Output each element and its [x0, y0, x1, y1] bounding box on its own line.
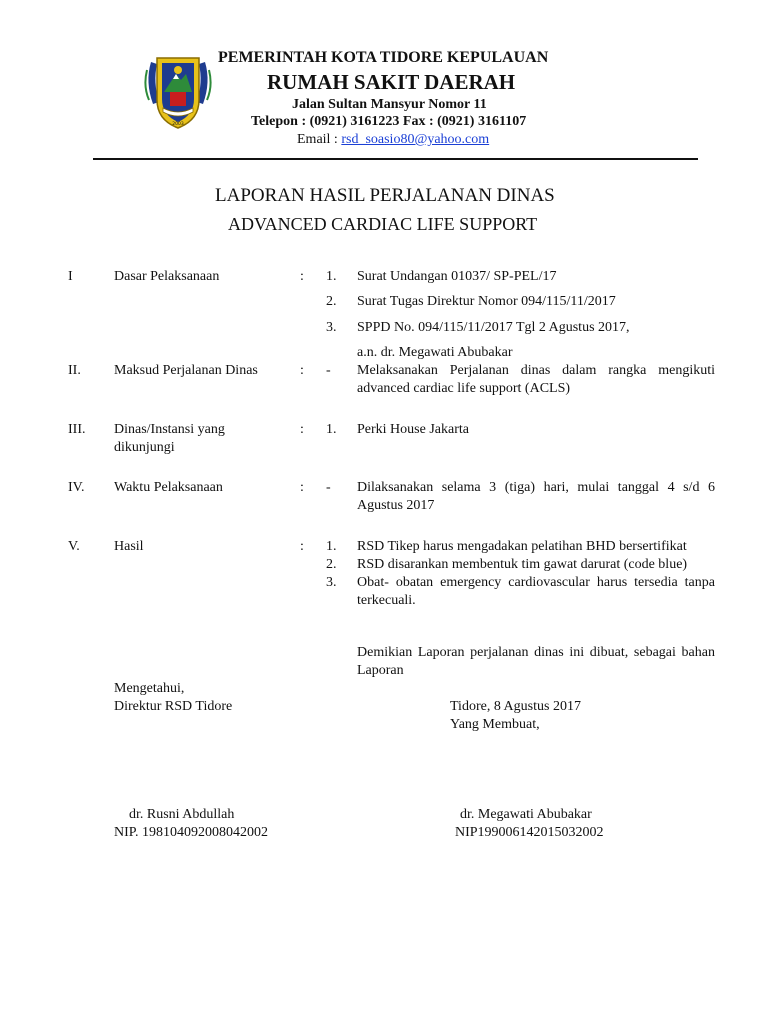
item-text: Melaksanakan Perjalanan dinas dalam rangka mengikuti advanced cardiac life support (ACLS)	[357, 363, 715, 396]
section-number: I	[68, 269, 73, 284]
sign-right-nip: NIP199006142015032002	[455, 825, 604, 840]
email-label: Email :	[297, 132, 342, 147]
item-text: Surat Undangan 01037/ SP-PEL/17	[357, 269, 557, 284]
item-marker: 3.	[326, 575, 337, 590]
item-marker: 1.	[326, 422, 337, 437]
section-label: Maksud Perjalanan Dinas	[114, 363, 258, 378]
header-phone: Telepon : (0921) 3161223 Fax : (0921) 3161107	[251, 114, 527, 129]
section-colon: :	[300, 422, 304, 437]
item-text: Dilaksanakan selama 3 (tiga) hari, mulai tanggal 4 s/d 6 Agustus 2017	[357, 480, 715, 513]
item-note: a.n. dr. Megawati Abubakar	[357, 345, 513, 360]
sign-left-line1: Mengetahui,	[114, 681, 185, 696]
city-emblem-logo	[143, 52, 213, 132]
section-label: Dinas/Instansi yang dikunjungi	[114, 422, 225, 455]
section-colon: :	[300, 363, 304, 378]
item-marker: -	[326, 480, 331, 495]
section-label: Hasil	[114, 539, 144, 554]
item-marker: -	[326, 363, 331, 378]
sign-right-line2: Yang Membuat,	[450, 717, 540, 732]
section-number: III.	[68, 422, 86, 437]
section-number: V.	[68, 539, 80, 554]
header-address: Jalan Sultan Mansyur Nomor 11	[292, 97, 487, 112]
item-text: Obat- obatan emergency cardiovascular harus tersedia tanpa terkecuali.	[357, 575, 715, 608]
sign-left-line2: Direktur RSD Tidore	[114, 699, 233, 714]
sign-right-name: dr. Megawati Abubakar	[460, 807, 592, 822]
item-marker: 2.	[326, 557, 337, 572]
section-label: Waktu Pelaksanaan	[114, 480, 223, 495]
section-number: II.	[68, 363, 81, 378]
item-marker: 3.	[326, 320, 337, 335]
logo-year: 2003	[172, 122, 184, 127]
section-colon: :	[300, 539, 304, 554]
sign-right-line1: Tidore, 8 Agustus 2017	[450, 699, 581, 714]
sign-left-name: dr. Rusni Abdullah	[129, 807, 235, 822]
header-government: PEMERINTAH KOTA TIDORE KEPULAUAN	[218, 49, 549, 66]
sign-left-nip: NIP. 198104092008042002	[114, 825, 269, 840]
item-marker: 1.	[326, 269, 337, 284]
document-subtitle: ADVANCED CARDIAC LIFE SUPPORT	[228, 214, 538, 234]
item-text: RSD Tikep harus mengadakan pelatihan BHD bersertifikat	[357, 539, 687, 554]
item-marker: 2.	[326, 294, 337, 309]
header-divider	[93, 158, 698, 160]
item-marker: 1.	[326, 539, 337, 554]
item-text: RSD disarankan membentuk tim gawat darurat (code blue)	[357, 557, 688, 572]
item-text: Perki House Jakarta	[357, 422, 469, 437]
header-hospital: RUMAH SAKIT DAERAH	[267, 70, 516, 94]
section-label: Dasar Pelaksanaan	[114, 269, 220, 284]
header-email	[297, 132, 489, 148]
closing-statement: Demikian Laporan perjalanan dinas ini dibuat, sebagai bahan Laporan	[357, 645, 715, 678]
item-text: Surat Tugas Direktur Nomor 094/115/11/2017	[357, 294, 616, 309]
document-title: LAPORAN HASIL PERJALANAN DINAS	[215, 185, 555, 206]
section-colon: :	[300, 480, 304, 495]
email-link[interactable]: rsd_soasio80@yahoo.com	[341, 132, 490, 147]
section-colon: :	[300, 269, 304, 284]
section-number: IV.	[68, 480, 85, 495]
item-text: SPPD No. 094/115/11/2017 Tgl 2 Agustus 2017,	[357, 320, 630, 335]
